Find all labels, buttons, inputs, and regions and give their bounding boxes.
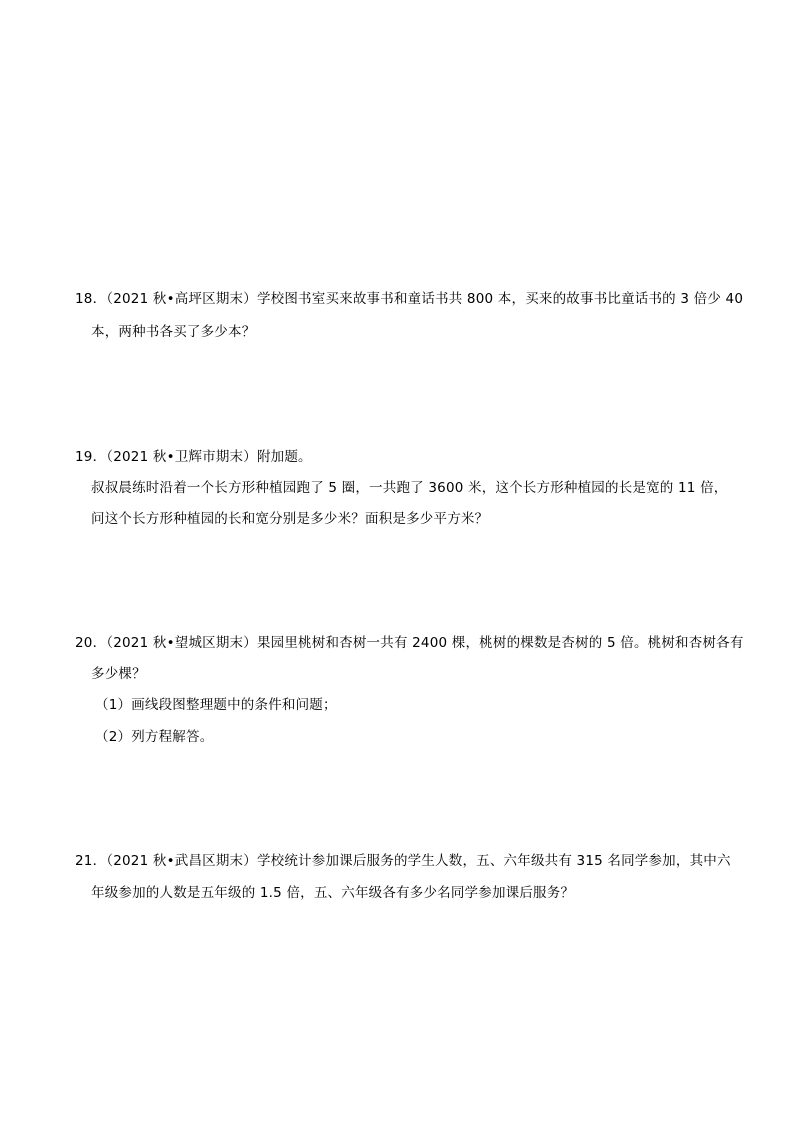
question-19-line-1: 19．（2021 秋•卫辉市期末）附加题。 [75, 449, 312, 465]
question-20-subitem-1: （1）画线段图整理题中的条件和问题； [95, 697, 337, 713]
question-20-line-2: 多少棵？ [91, 666, 146, 682]
question-19-line-3: 问这个长方形种植园的长和宽分别是多少米？面积是多少平方米？ [91, 511, 489, 527]
question-18-line-1: 18．（2021 秋•高坪区期末）学校图书室买来故事书和童话书共 800 本，买来的故事书比童话书的 3 倍少 40 [75, 291, 744, 307]
question-19-line-2: 叔叔晨练时沿着一个长方形种植园跑了 5 圈，一共跑了 3600 米，这个长方形种植园的长是宽的 11 倍， [91, 480, 728, 496]
question-20-subitem-2: （2）列方程解答。 [95, 729, 214, 745]
question-21-line-1: 21．（2021 秋•武昌区期末）学校统计参加课后服务的学生人数，五、六年级共有 315 名同学参加，其中六 [75, 853, 731, 869]
question-18-line-2: 本，两种书各买了多少本？ [91, 324, 256, 340]
question-21-line-2: 年级参加的人数是五年级的 1.5 倍，五、六年级各有多少名同学参加课后服务？ [91, 885, 575, 901]
question-20-line-1: 20．（2021 秋•望城区期末）果园里桃树和杏树一共有 2400 棵，桃树的棵数是杏树的 5 倍。桃树和杏树各有 [75, 635, 744, 651]
